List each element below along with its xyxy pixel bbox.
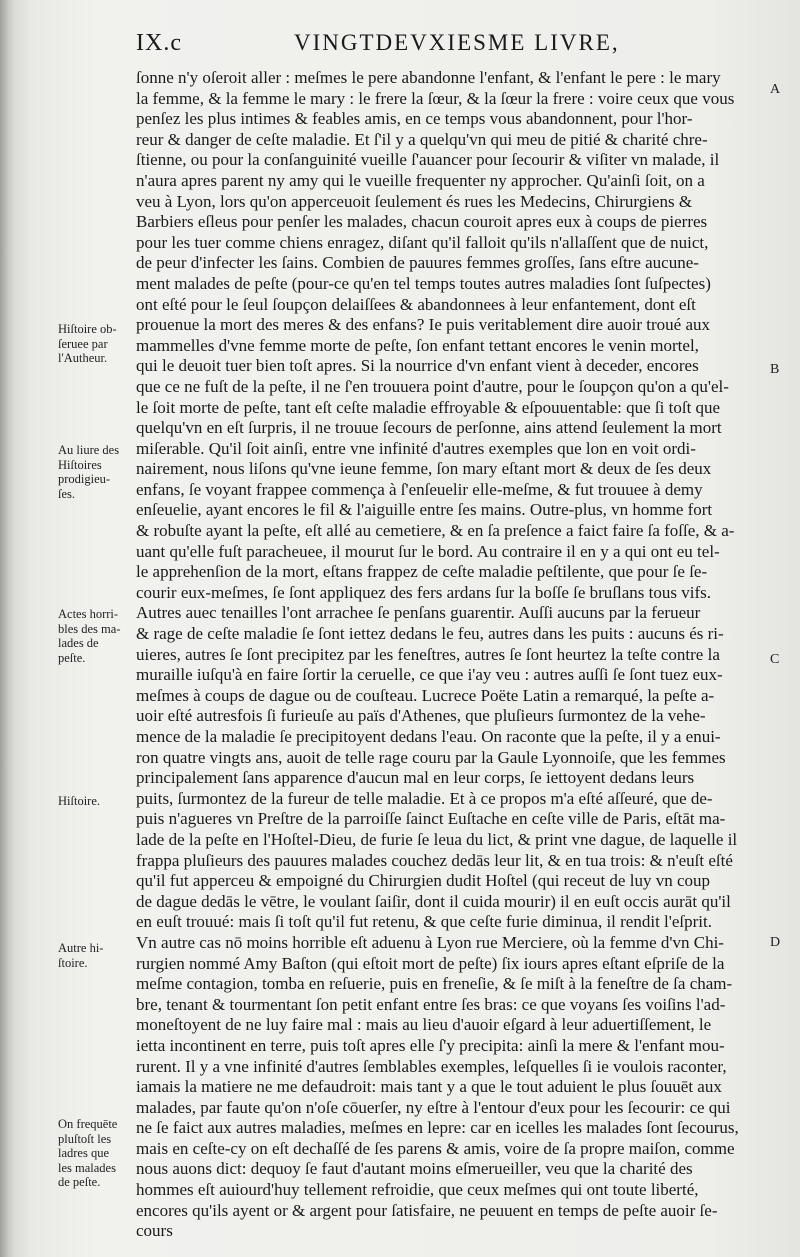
- text-line: uoir eſté autresfois ſi furieuſe au païs d'Athenes, que pluſieurs ſurmontez de la vehe-: [136, 706, 706, 726]
- text-line: Vn autre cas nō moins horrible eſt aduenu à Lyon rue Merciere, où la femme d'vn Chi-: [136, 932, 724, 952]
- text-line: Barbiers eſleus pour penſer les malades, chacun couroit apres eux à coups de pierres: [136, 212, 708, 232]
- text-line: iamais la matiere ne me defaudroit: mais tant y a que le tout aduient le plus ſouuēt aux: [136, 1077, 722, 1097]
- text-line: que ce ne fuſt de la peſte, il ne ſ'en trouuera point d'autre, pour le ſoupçon qu'on a qu'el-: [136, 376, 729, 396]
- folio-number: IX.c: [136, 30, 182, 56]
- text-line: ſonne n'y oſeroit aller : meſmes le pere abandonne l'enfant, & l'enfant le pere : le mary: [136, 68, 721, 87]
- text-line: cours: [136, 1221, 173, 1241]
- margin-note-line: prodigieu-: [58, 472, 111, 486]
- text-line: ietta incontinent en terre, puis toſt apres elle ſ'y precipita: ainſi la mere & l'enfant mou-: [136, 1035, 725, 1055]
- text-line: ron quatre vingts ans, auoit de telle rage couru par la Gaule Lyonnoiſe, que les femmes: [136, 747, 726, 767]
- text-line: encores qu'ils ayent or & argent pour ſatisfaire, ne peuuent en temps de peſte auoir ſe-: [136, 1200, 718, 1220]
- text-line: rurgien nommé Amy Baſton (qui eſtoit mort de peſte) ſix iours apres eſtant eſpriſe de la: [136, 953, 725, 973]
- page-gutter-shadow: [0, 0, 14, 1257]
- main-text-block: [136, 68, 764, 1242]
- text-line: uant qu'elle fuſt paracheuee, il mourut ſur le bord. Au contraire il en y a qui ont eu tel-: [136, 541, 720, 561]
- margin-note: [58, 794, 130, 809]
- text-line: & robuſte ayant la peſte, eſt allé au cemetiere, & en ſa preſence a faict faire ſa foſſe, & a-: [136, 521, 735, 541]
- margin-note-line: ſes.: [58, 486, 76, 501]
- text-line: puis n'agueres vn Preſtre de la parroiſſe ſainct Euſtache en ceſte ville de Paris, eſtāt ma-: [136, 809, 726, 829]
- margin-note: [58, 941, 130, 970]
- text-line: nous auons dict: dequoy ſe faut d'autant moins eſmerueiller, veu que la charité des: [136, 1159, 693, 1179]
- text-line: principalement ſans apparence d'aucun mal en leur corps, ſe iettoyent dedans leurs: [136, 768, 695, 788]
- text-line: le apprehenſion de la mort, eſtans frappez de ceſte maladie peſtilente, que pour ſe ſe-: [136, 562, 708, 582]
- text-line: rurent. Il y a vne infinité d'autres ſemblables exemples, leſquelles ſi ie voulois raconter,: [136, 1056, 727, 1076]
- text-line: lade de la peſte en l'Hoſtel-Dieu, de furie ſe leua du lict, & print vne dague, de laquelle il: [136, 829, 738, 849]
- text-line: mence de la maladie ſe precipitoyent dedans l'eau. On raconte que la peſte, il y a enui-: [136, 727, 721, 746]
- margin-note-line: pluſtoſt les: [58, 1131, 112, 1146]
- margin-note-line: de peſte.: [58, 1175, 101, 1189]
- margin-note-line: Hiſtoire.: [58, 794, 101, 808]
- text-line: n'aura apres parent ny amy qui le vueille frequenter ny approcher. Qu'ainſi ſoit, on a: [136, 170, 705, 190]
- text-line: muraille iuſqu'à en faire ſortir la ceruelle, ce que i'ay veu : autres auſſi ſe ſont tuez eux-: [136, 665, 723, 685]
- margin-note-line: ſeruee par: [58, 336, 108, 351]
- text-line: pour les tuer comme chiens enragez, diſant qu'il falloit qu'ils n'allaſſent que de nuict,: [136, 232, 709, 252]
- text-line: puits, ſurmontez de la fureur de telle maladie. Et à ce propos m'a eſté aſſeuré, que de-: [136, 788, 713, 808]
- text-line: nairement, nous liſons qu'vne ieune femme, ſon mary eſtant mort & deux de ſes deux: [136, 459, 712, 479]
- margin-note: [58, 1117, 130, 1190]
- text-line: mais en ceſte-cy on eſt dechaſſé de ſes parens & amis, voire de ſa propre maiſon, comme: [136, 1138, 735, 1158]
- text-line: qu'il fut apperceu & empoigné du Chirurgien dudit Hoſtel (qui receut de luy vn coup: [136, 871, 710, 891]
- margin-note-line: Actes horri-: [58, 607, 119, 621]
- margin-note: [58, 607, 130, 665]
- text-line: mammelles d'vne femme morte de peſte, ſon enfant tettant encores le venin mortel,: [136, 335, 699, 355]
- margin-note-line: Au liure des: [58, 443, 120, 457]
- page-header: [124, 30, 764, 64]
- margin-note-line: lades de: [58, 636, 99, 650]
- margin-note-line: ſtoire.: [58, 955, 88, 970]
- text-line: ment malades de peſte (pour-ce qu'en tel temps toutes autres maladies ſont ſuſpectes): [136, 273, 711, 293]
- text-line: miſerable. Qu'il ſoit ainſi, entre vne infinité d'autres exemples que lon en voit ordi-: [136, 438, 696, 458]
- text-line: Autres auec tenailles l'ont arrachee ſe penſans guarentir. Auſſi aucuns par la ferueur: [136, 603, 701, 623]
- text-line: courir eux-meſmes, ſe ſont appliquez des fers ardans ſur la boſſe ſe bruſlans tous vifs.: [136, 582, 712, 602]
- signature-mark-c: C: [770, 652, 780, 667]
- text-line: uieres, autres ſe ſont precipitez par les feneſtres, autres ſe ſont heurtez la teſte contre la: [136, 644, 720, 664]
- margin-note-line: On frequēte: [58, 1117, 118, 1131]
- text-line: frappa pluſieurs des pauures malades couchez dedās leur lit, & en tua trois: & n'euſt eſté: [136, 850, 733, 870]
- signature-mark-a: A: [770, 82, 781, 97]
- text-line: ſtienne, ou pour la conſanguinité vueille ſ'auancer pour ſecourir & viſiter vn malade, il: [136, 150, 720, 170]
- text-line: & rage de ceſte maladie ſe ſont iettez dedans le feu, autres dans les puits : aucuns és ri-: [136, 624, 724, 644]
- margin-note-line: Autre hi-: [58, 941, 104, 955]
- running-title: VINGTDEVXIESME LIVRE,: [294, 30, 620, 55]
- text-line: de peur d'infecter les ſains. Combien de pauures femmes groſſes, ſans eſtre aucune-: [136, 253, 699, 273]
- text-line: malades, par faute qu'on n'oſe cōuerſer, ny eſtre à l'entour d'eux pour les ſecourir: ce qui: [136, 1097, 731, 1117]
- text-line: reur & danger de ceſte maladie. Et ſ'il y a quelqu'vn qui meu de pitié & charité chre-: [136, 129, 708, 149]
- text-line: la femme, & la femme le mary : le frere la ſœur, & la ſœur la frere : voire ceux que vous: [136, 88, 735, 108]
- margin-note-line: Hiſtoires: [58, 457, 102, 472]
- margin-note: [58, 322, 130, 366]
- text-line: penſez les plus intimes & feables amis, en ce temps vous abandonnent, pour l'hor-: [136, 109, 693, 129]
- text-line: bre, tenant & tourmentant ſon petit enfant entre ſes bras: ce que voyans ſes voiſins l'ad-: [136, 994, 726, 1014]
- text-line: qui le deuoit tuer bien toſt apres. Si la nourrice d'vn enfant vient à deceder, encores: [136, 356, 699, 376]
- text-line: meſmes à coups de dague ou de couſteau. Lucrece Poëte Latin a remarqué, la peſte a-: [136, 685, 715, 705]
- signature-mark-d: D: [770, 935, 781, 950]
- margin-note: [58, 443, 130, 501]
- margin-note-line: peſte.: [58, 650, 86, 665]
- text-line: ne ſe faict aux autres maladies, meſmes en lepre: car en icelles les malades ſont ſecourus,: [136, 1118, 739, 1138]
- text-line: de dague dedās le vētre, le voulant ſaiſir, dont il cuida mourir) il en euſt occis aurāt qu'il: [136, 891, 731, 911]
- text-line: moneſtoyent de ne luy faire mal : mais au lieu d'auoir eſgard à leur aduertiſſement, le: [136, 1015, 712, 1035]
- margin-note-line: les malades: [58, 1160, 116, 1175]
- margin-note-line: bles des ma-: [58, 621, 121, 636]
- margin-note-line: l'Autheur.: [58, 351, 108, 365]
- signature-mark-b: B: [770, 362, 780, 377]
- margin-note-line: ladres que: [58, 1146, 110, 1160]
- text-line: ont eſté pour le ſeul ſoupçon delaiſſees & abandonnees à leur enfantement, dont eſt: [136, 294, 696, 314]
- text-line: enfans, ſe voyant frappee commença à ſ'enſeuelir elle-meſme, & fut trouuee à demy: [136, 479, 703, 499]
- text-line: meſme contagion, tomba en reſuerie, puis en freneſie, & ſe miſt à la feneſtre de ſa cham-: [136, 974, 733, 994]
- text-line: le ſoit morte de peſte, tant eſt ceſte maladie effroyable & eſpouuentable: que ſi toſt que: [136, 397, 721, 417]
- text-line: veu à Lyon, lors qu'on apperceuoit ſeulement és rues les Medecins, Chirurgiens &: [136, 191, 693, 211]
- margin-note-line: Hiſtoire ob-: [58, 322, 117, 336]
- text-line: enſeuelie, ayant encores le fil & l'aiguille entre ſes mains. Outre-plus, vn homme fort: [136, 500, 713, 520]
- text-line: hommes eſt auiourd'huy tellement refroidie, que ceux meſmes qui ont toute liberté,: [136, 1180, 699, 1200]
- text-line: quelqu'vn en eſt ſurpris, il ne trouue ſecours de perſonne, ains attend ſeulement la mort: [136, 418, 722, 438]
- text-line: en euſt trouué: mais ſi toſt qu'il fut retenu, & que ceſte furie diminua, il rendit l'eſprit.: [136, 912, 712, 932]
- text-line: prouenue la mort des meres & des enfans? Ie puis veritablement dire auoir troué aux: [136, 315, 711, 335]
